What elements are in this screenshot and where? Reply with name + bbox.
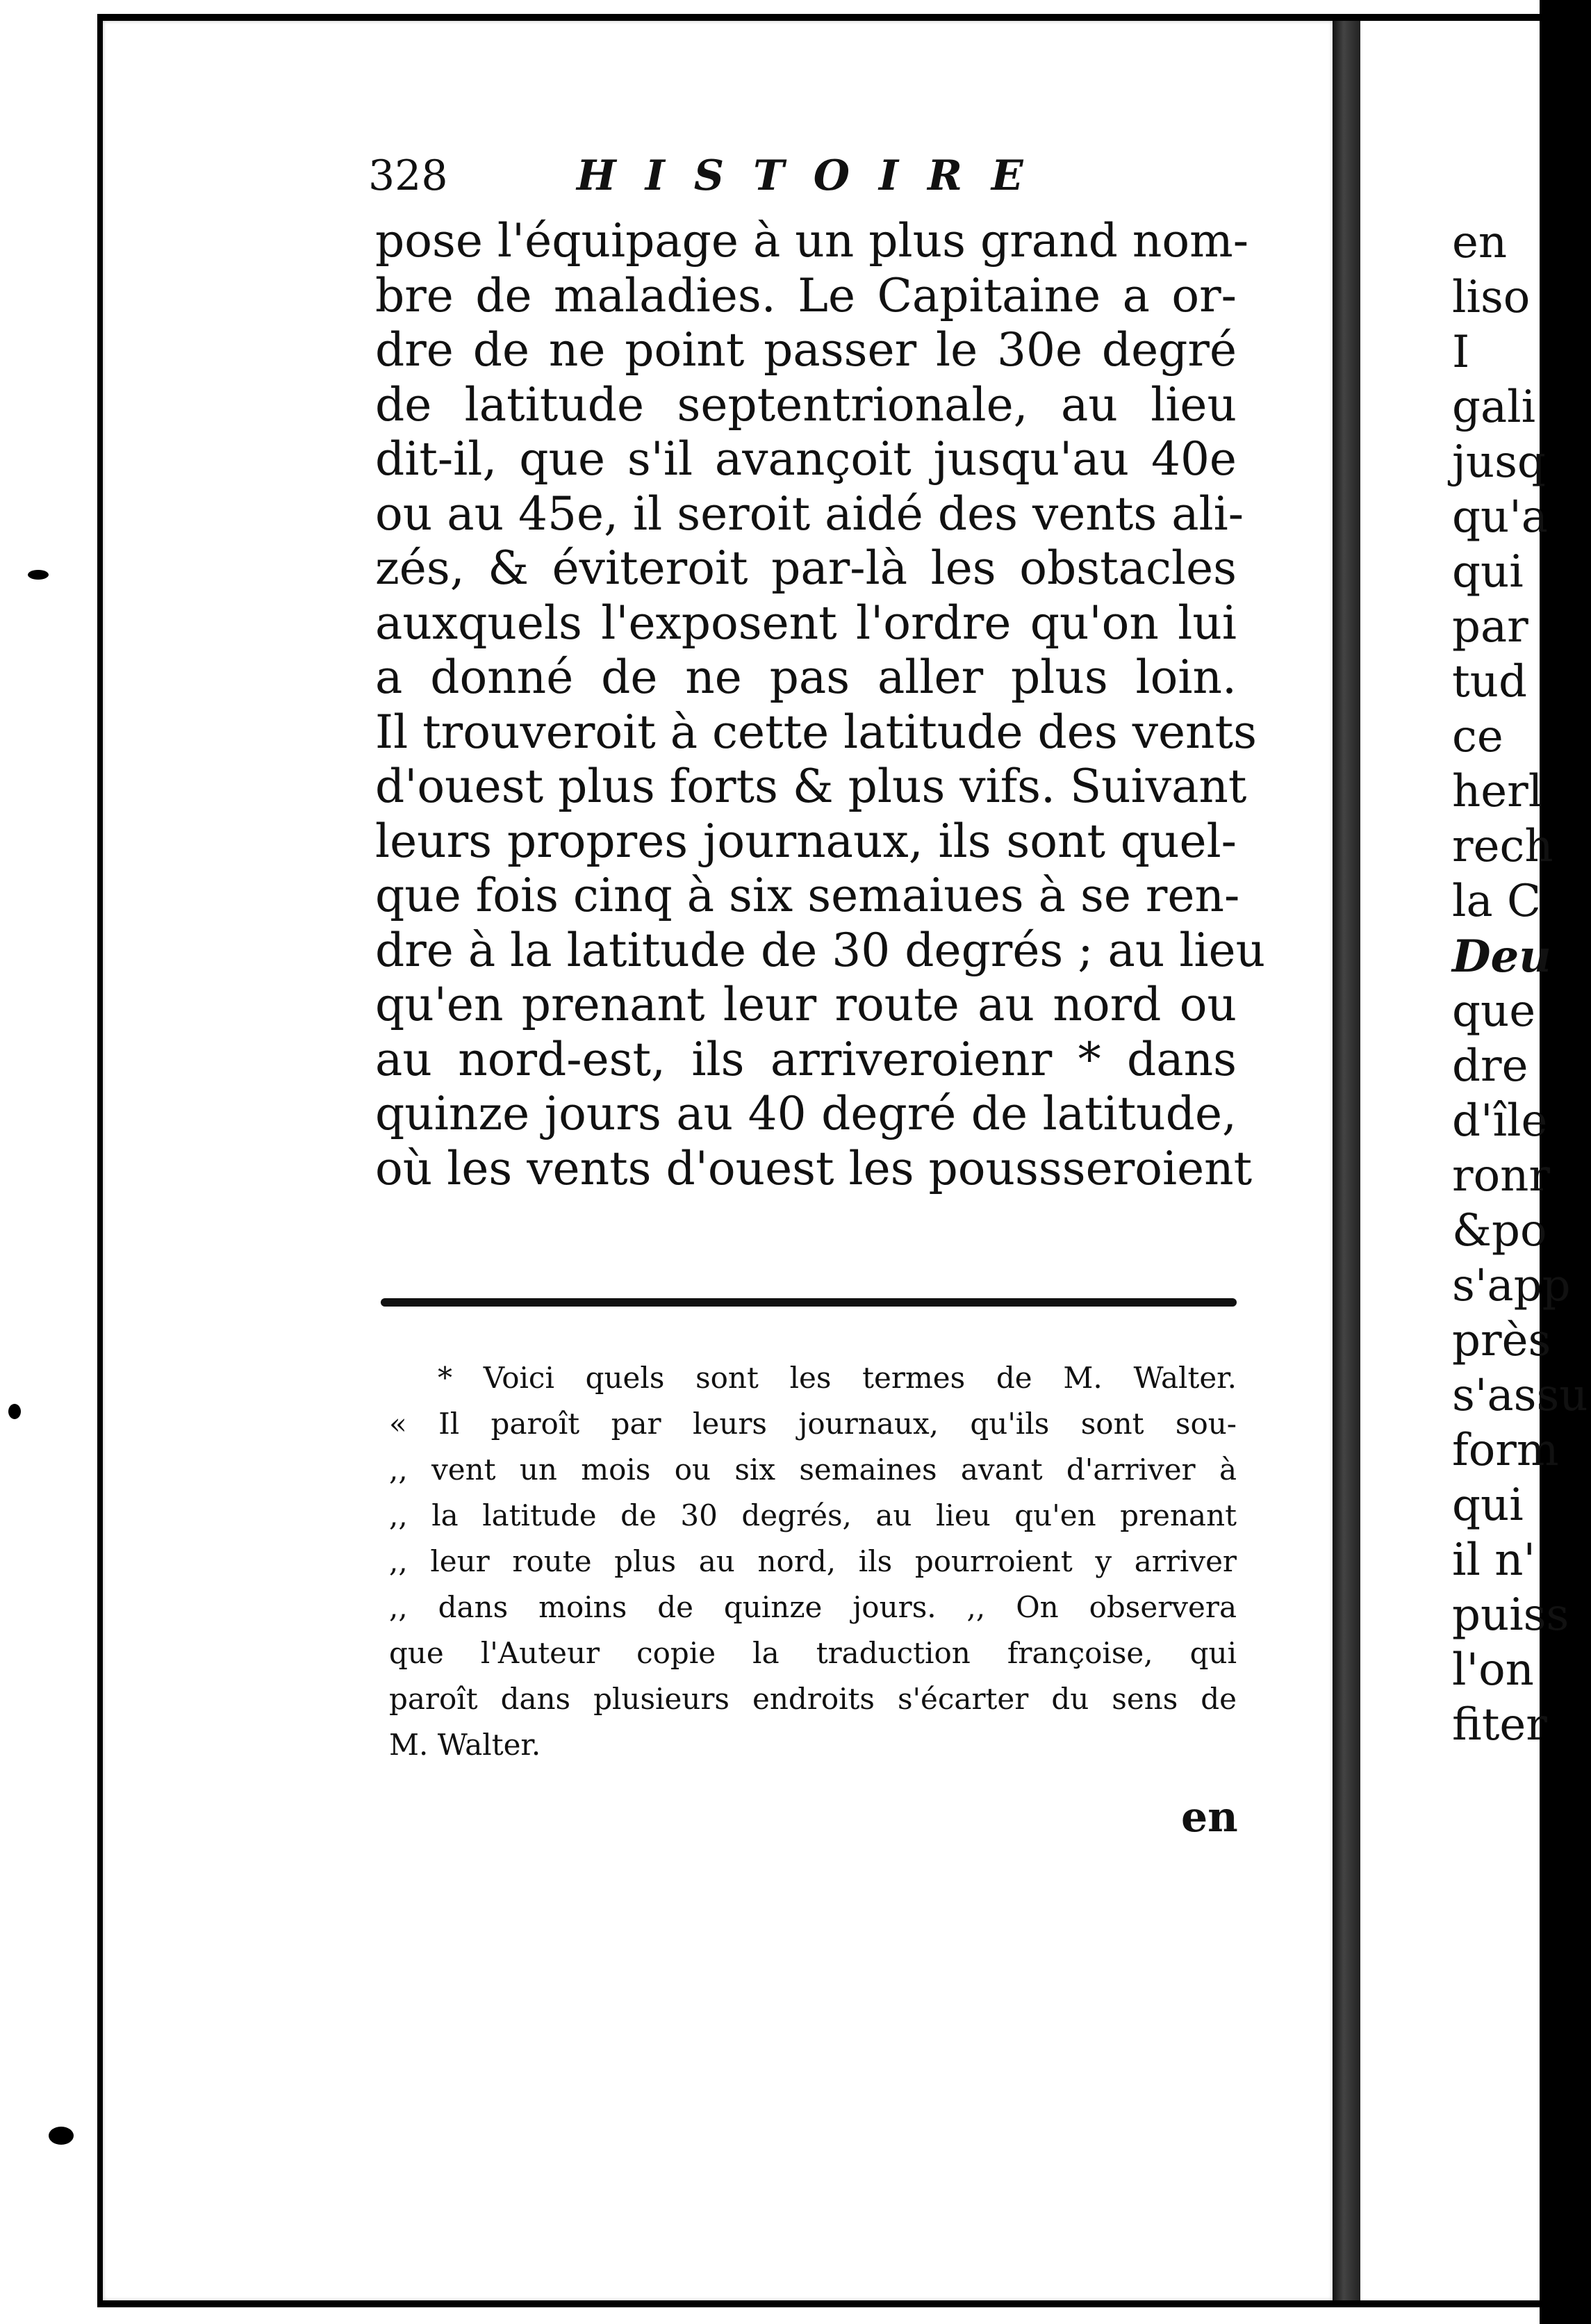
body-line: pose l'équipage à un plus grand nom- [375,214,1248,268]
scan-bottom-margin [0,2307,1540,2324]
right-page-line: rech [1452,821,1553,872]
footnote-line: ,, leur route plus au nord, ils pourroient y arriver [389,1544,1237,1578]
right-page-line: il n' [1452,1535,1536,1586]
body-line: leurs propres journaux, ils sont quel- [375,814,1237,868]
right-page-line: en [1452,217,1508,268]
right-page-line: près [1452,1315,1551,1366]
running-head [368,152,1237,207]
scan-speck [8,1404,21,1419]
scan-left-margin [0,14,97,2307]
right-page-line: &po [1452,1205,1547,1257]
body-line: où les vents d'ouest les poussseroient [375,1141,1253,1195]
right-page-line: que [1452,985,1536,1037]
right-page-line: dre [1452,1040,1528,1092]
scan-top-margin [0,0,1540,14]
right-page-line: s'app [1452,1260,1571,1311]
body-line: dre de ne point passer le 30e degré [375,323,1237,377]
right-page-line: Deu [1452,931,1551,983]
right-page-line: la C [1452,876,1541,927]
body-line: bre de maladies. Le Capitaine a or- [375,268,1237,322]
right-page-line: puiss [1452,1589,1569,1641]
body-line: de latitude septentrionale, au lieu [375,377,1237,432]
right-page-line: par [1452,601,1528,653]
footnote-line: ,, vent un mois ou six semaines avant d'arriver à [389,1452,1237,1487]
body-line: d'ouest plus forts & plus vifs. Suivant [375,760,1247,813]
body-line: ou au 45e, il seroit aidé des vents ali- [375,486,1244,541]
right-page-line: qui [1452,546,1524,598]
right-page-line: tud [1452,656,1527,707]
body-line: qu'en prenant leur route au nord ou [375,978,1237,1031]
footnote-line: ,, dans moins de quinze jours. ,, On observera [389,1590,1237,1624]
body-line: auxquels l'exposent l'ordre qu'on lui [375,596,1237,650]
right-page-line: qui [1452,1480,1524,1531]
catchword: en [1181,1793,1238,1842]
scan-speck [49,2127,74,2145]
footnote-line: M. Walter. [389,1728,541,1762]
book-gutter [1333,21,1360,2300]
footnote-line: * Voici quels sont les termes de M. Walter. [438,1361,1237,1395]
footnote-line: paroît dans plusieurs endroits s'écarter du sens de [389,1682,1237,1716]
body-line: Il trouveroit à cette latitude des vents [375,705,1257,759]
footnote [389,1355,1237,1768]
right-page-line: gali [1452,382,1536,433]
body-line: au nord-est, ils arriveroienr * dans [375,1032,1237,1086]
footnote-line: que l'Auteur copie la traduction françoise, qui [389,1636,1237,1670]
right-page-line: herl [1452,766,1543,817]
footnote-line: ,, la latitude de 30 degrés, au lieu qu'en prenant [389,1498,1237,1532]
page-title: HISTOIRE [577,152,1053,200]
right-page-line: fiter [1452,1699,1547,1751]
body-line: que fois cinq à six semaiues à se ren- [375,869,1240,922]
body-line: zés, & éviteroit par-là les obstacles [375,541,1237,595]
body-line: a donné de ne pas aller plus loin. [375,650,1237,704]
right-page-line: ce [1452,711,1503,762]
body-line: dit-il, que s'il avançoit jusqu'au 40e [375,432,1237,486]
right-page-line: ronr [1452,1150,1550,1202]
footnote-rule [381,1298,1237,1307]
scan-speck [28,570,49,580]
right-page-line: I [1452,327,1470,378]
footnote-line: « Il paroît par leurs journaux, qu'ils sont sou- [389,1407,1237,1441]
right-page-line: form [1452,1425,1559,1476]
right-page-line: qu'a [1452,491,1548,543]
right-page-text [1452,215,1591,1753]
body-line: quinze jours au 40 degré de latitude, [375,1087,1237,1140]
right-page-line: liso [1452,272,1531,323]
body-text [375,214,1266,1196]
right-page-line: d'île [1452,1095,1548,1147]
right-page-line: jusq [1452,436,1546,488]
right-page-line: s'assu [1452,1370,1588,1421]
body-line: dre à la latitude de 30 degrés ; au lieu [375,923,1266,977]
page-number: 328 [368,152,448,200]
right-page-line: l'on [1452,1644,1534,1696]
